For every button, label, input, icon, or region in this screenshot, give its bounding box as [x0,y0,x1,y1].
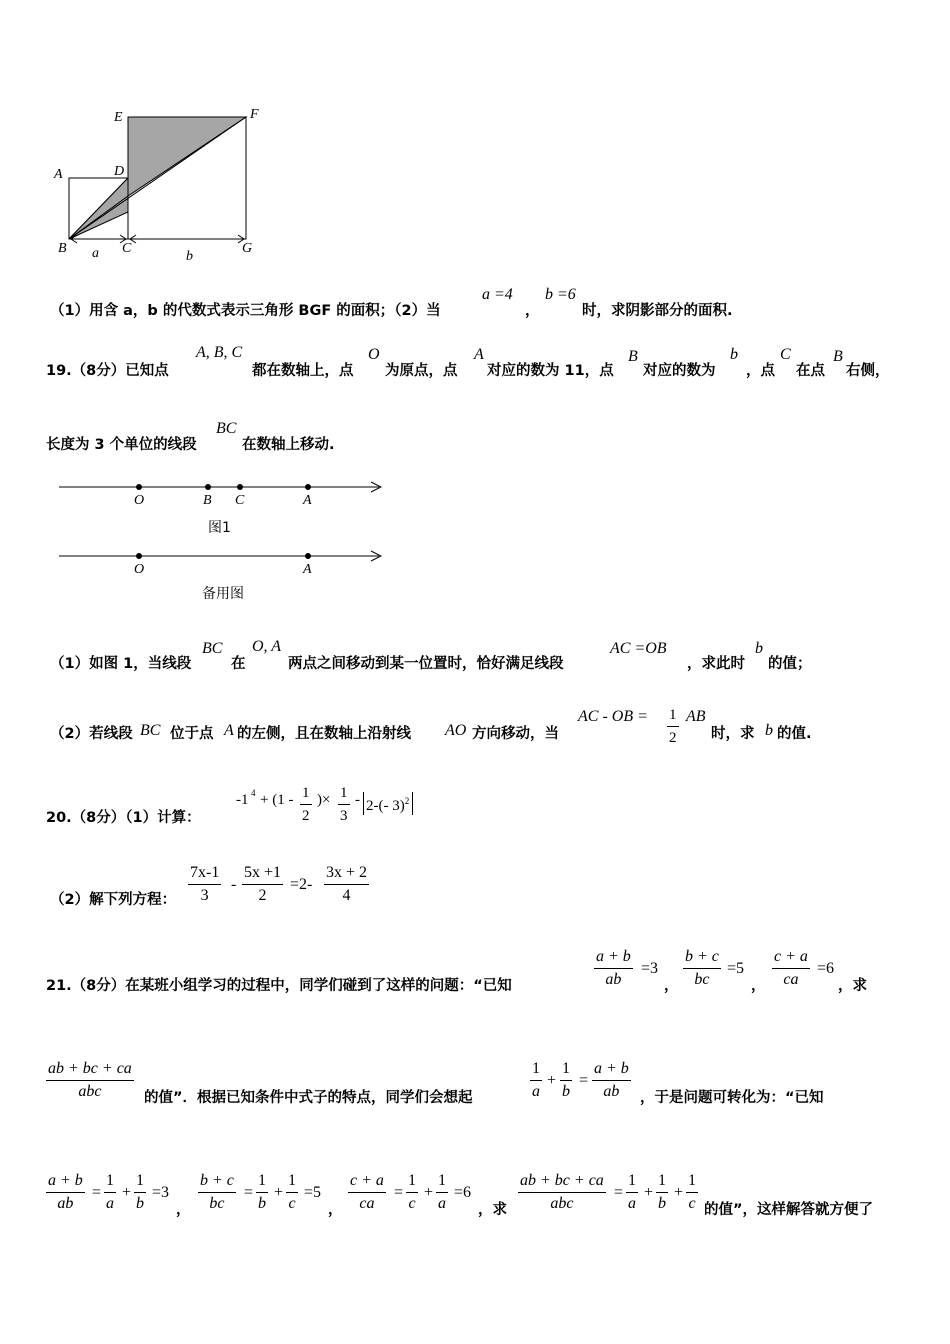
q19-part1 [50,638,930,678]
q21-line2 [46,1058,926,1114]
q19-B2: B [833,348,843,365]
q20-calc-exp4: 4 [251,788,256,798]
q19-line2 [46,418,446,458]
q21-l3-1a2: $\frac{1}{a}$ [438,1172,446,1212]
q19-C: C [780,346,791,363]
q18-cond-a: a =4 [482,286,513,303]
q21-l3-f1: $\frac{a + b}{ab}$ [48,1172,83,1212]
q19-p2-half: $\frac{1}{2}$ [667,704,679,749]
q20-p2-text: （2）解下列方程： [50,892,177,908]
q21-l3-sep1: ， [176,1202,191,1218]
q21-l3-1c2: $\frac{1}{c}$ [408,1172,416,1212]
q20-calc-a: -1 [236,792,249,808]
point-O [136,484,142,490]
fig1-caption: 图1 [208,520,231,536]
q21-target-frac: ab + bc + ca abc [48,1060,132,1100]
q21-eq: = [579,1072,589,1089]
q21-l3-1b2: $\frac{1}{b}$ [258,1172,266,1212]
q19-p2-AO: AO [445,722,467,739]
q20-part1 [46,782,546,838]
q19-p1-c: 两点之间移动到某一位置时，恰好满足线段 [288,656,564,672]
q21-line1-a: 21.（8分）在某班小组学习的过程中，同学们碰到了这样的问题：“已知 [46,978,512,994]
q21-line2-a: 的值”．根据已知条件中式子的特点，同学们会想起 [144,1090,473,1106]
q19-O: O [368,346,380,363]
label-C: C [122,241,132,256]
q19-line2-b: 在数轴上移动. [242,437,335,453]
label-A: A [54,167,63,182]
q19-text-d: 对应的数为 11，点 [487,363,614,379]
label-D: D [114,164,125,179]
q19-line2-a: 长度为 3 个单位的线段 [46,437,197,453]
q21-l3-s2: $\frac{1}{b}$ [658,1172,666,1212]
q21-l3-1b: $\frac{1}{b}$ [136,1172,144,1212]
q21-l3-1a: $\frac{1}{a}$ [106,1172,114,1212]
q18-cond-b: b =6 [545,286,576,303]
label-B: B [58,241,67,256]
q19-text-e: 对应的数为 [643,363,716,379]
q20-eq-mid: =2- [290,876,313,893]
q21-f2: $\frac{b + c}{bc}$ [685,948,719,988]
q19-p1-d: ，求此时 [687,656,745,672]
q21-l3-ask: ，求 [478,1202,507,1218]
q19-p2-A: A [224,722,234,739]
q19-text-b: 都在数轴上，点 [252,363,354,379]
fig1-label-O: O [134,493,145,508]
q21-l3-s3: $\frac{1}{c}$ [688,1172,696,1212]
q21-l3-plus2: + [274,1184,284,1201]
q19-part2 [50,706,930,756]
q19-p1-BC: BC [202,640,223,657]
point-O [136,553,142,559]
q21-f1-v: =3 [641,960,659,977]
label-E: E [114,110,123,125]
q19-p1-a: （1）如图 1，当线段 [50,656,192,672]
q20-calc-b: + (1 - [260,792,294,808]
q21-line3 [46,1170,926,1226]
q19-p2-c: 的左侧，且在数轴上沿射线 [237,726,411,742]
q21-line1 [46,946,926,1002]
point-B [205,484,211,490]
q19-B: B [628,348,638,365]
q21-line1-b: ，求 [838,978,867,994]
q21-f3: $\frac{c + a}{ca}$ [774,948,808,988]
q20-calc-third: $\frac{1}{3}$ [338,782,350,827]
q19-p2-eq-left: AC - OB = [578,708,648,725]
q19-b: b [730,346,738,363]
q19-line1 [46,344,926,384]
q19-p2-AB: AB [686,708,706,725]
q21-l3-target: ab + bc + ca abc [520,1172,604,1212]
number-line-fig1 [55,475,390,540]
q20-eq-frac2: $\frac{5x +1}{2}$ [244,864,282,904]
q20-eq-minus: - [231,876,237,893]
q21-l3-end: 的值”，这样解答就方便了 [704,1202,874,1218]
q19-A: A [474,346,484,363]
q21-l3-v5: =5 [304,1184,322,1201]
q19-p2-BC: BC [140,722,161,739]
q19-p2-d: 方向移动，当 [472,726,559,742]
q20-eq-frac1: $\frac{7x-1}{3}$ [190,864,220,904]
q19-text-c: 为原点，点 [385,363,458,379]
q21-l3-f3: $\frac{c + a}{ca}$ [350,1172,384,1212]
q19-abc: A, B, C [196,344,243,361]
q21-l3-sep2: ， [328,1202,343,1218]
q21-one-over-a: $\frac{1}{a}$ [532,1060,540,1100]
q21-l3-plus4: + [644,1184,654,1201]
fig1-label-B: B [203,493,212,508]
q21-l3-eq3: = [394,1184,404,1201]
fig2-label-O: O [134,562,145,577]
q21-f3-v: =6 [817,960,835,977]
number-line-fig2 [55,544,390,609]
q21-l3-v6: =6 [454,1184,472,1201]
point-A [305,553,311,559]
q19-text-h: 右侧， [846,363,890,379]
fig1-label-A: A [303,493,312,508]
q20-eq-frac3: $\frac{3x + 2}{4}$ [326,864,368,904]
q19-p1-bvar: b [755,640,763,657]
q21-l3-eq4: = [614,1184,624,1201]
q20-part2 [50,862,550,918]
q21-one-over-b: $\frac{1}{b}$ [562,1060,570,1100]
fig2-caption: 备用图 [202,586,244,602]
q19-p2-f: 的值. [777,726,812,742]
q21-l3-plus3: + [424,1184,434,1201]
q21-l3-f2: $\frac{b + c}{bc}$ [200,1172,234,1212]
q20-calc-abs: 2-(- 3)$^2$ [363,792,413,815]
q19-p2-bvar: b [765,722,773,739]
q19-text-a: 19.（8分）已知点 [46,363,169,379]
q21-sep1: ， [664,978,679,994]
q19-text-g: 在点 [796,363,825,379]
q19-p1-OA: O, A [252,638,282,655]
q21-plus: + [547,1072,557,1089]
fig2-label-A: A [303,562,312,577]
fig1-label-C: C [235,493,245,508]
q21-l3-1c: $\frac{1}{c}$ [288,1172,296,1212]
q21-l3-plus1: + [122,1184,132,1201]
q19-p1-eq: AC =OB [610,640,667,657]
q19-p2-e: 时，求 [711,726,755,742]
q21-sep2: ， [751,978,766,994]
label-a: a [92,246,99,261]
q21-l3-plus5: + [674,1184,684,1201]
q21-f1: $\frac{a + b}{ab}$ [596,948,631,988]
point-C [237,484,243,490]
q20-calc-d: - [355,792,360,808]
q21-l3-eq2: = [244,1184,254,1201]
geometry-figure [50,100,270,270]
q20-calc-c: )× [317,792,331,808]
label-F: F [250,107,259,122]
q21-l3-v3: =3 [152,1184,170,1201]
q21-l3-eq1: = [92,1184,102,1201]
q21-l3-s1: $\frac{1}{a}$ [628,1172,636,1212]
q19-p1-b: 在 [231,656,246,672]
q19-p2-a: （2）若线段 [50,726,133,742]
q20-p1-text: 20.（8分）（1）计算： [46,810,201,826]
q18-text-2: 时，求阴影部分的面积. [582,303,733,319]
label-G: G [242,241,253,256]
point-A [305,484,311,490]
q21-sum-frac: $\frac{a + b}{ab}$ [594,1060,629,1100]
q18-comma: ， [525,303,540,319]
q19-text-f: ，点 [746,363,775,379]
q21-line2-b: ，于是问题可转化为：“已知 [640,1090,824,1106]
q19-BC: BC [216,420,237,437]
q19-p1-e: 的值； [768,656,812,672]
q20-calc-half: $\frac{1}{2}$ [300,782,312,827]
q19-p2-b: 位于点 [170,726,214,742]
q21-f2-v: =5 [727,960,745,977]
q18-text-1: （1）用含 a，b 的代数式表示三角形 BGF 的面积；（2）当 [50,303,441,319]
label-b: b [186,249,193,264]
